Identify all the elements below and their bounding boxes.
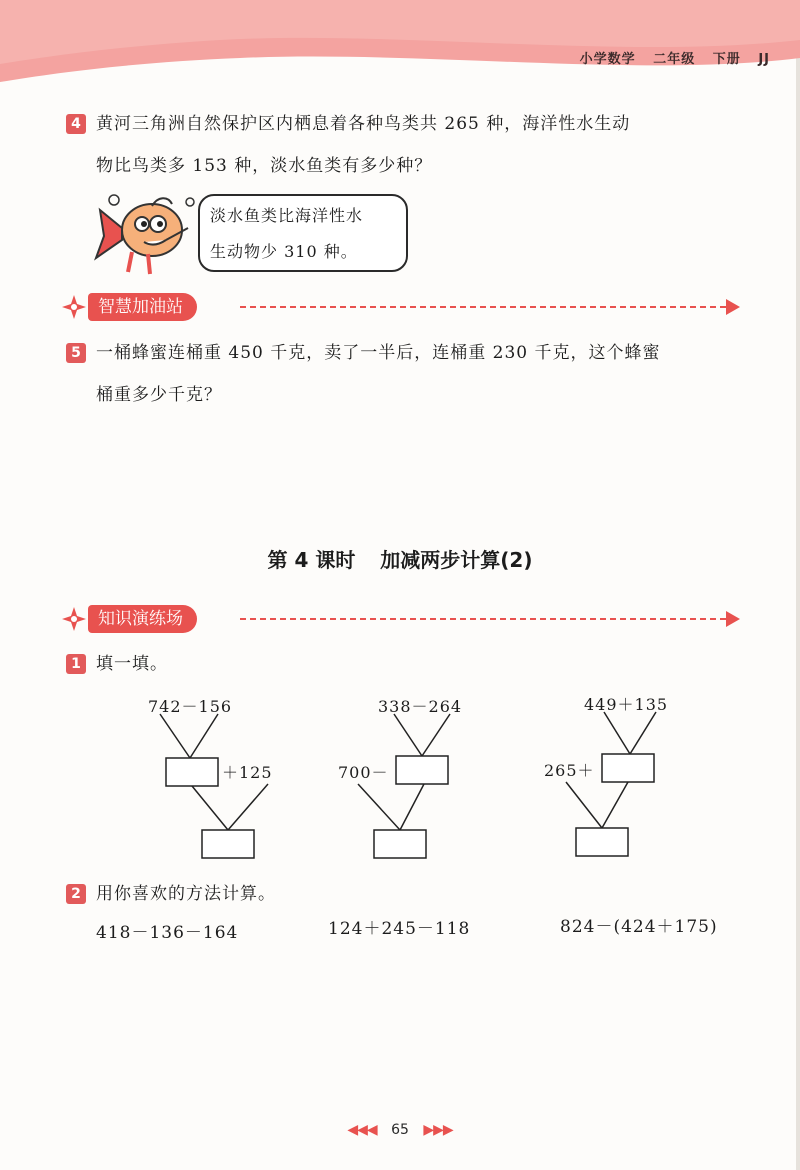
lesson-title <box>0 544 800 573</box>
tree-2-side-expression: 700－ <box>338 763 389 782</box>
tree-3-top-expression: 449＋135 <box>584 695 669 714</box>
question-4-line1: 黄河三角洲自然保护区内栖息着各种鸟类共 265 种，海洋性水生动 <box>96 114 631 134</box>
tree-3-side-expression: 265＋ <box>544 761 595 780</box>
section-divider <box>240 618 726 620</box>
hint-line2: 生动物少 310 种。 <box>210 242 358 261</box>
arrow-right-icon <box>726 611 740 627</box>
arrow-right-icon <box>726 299 740 315</box>
tree-1-side-expression: ＋125 <box>222 763 273 782</box>
header-edition: JJ <box>758 52 770 67</box>
sparkle-icon <box>60 293 88 321</box>
fish-mascot-illustration <box>92 188 202 278</box>
question-5-line1: 一桶蜂蜜连桶重 450 千克，卖了一半后，连桶重 230 千克，这个蜂蜜 <box>96 343 661 363</box>
header-subject: 小学数学 <box>579 52 636 67</box>
tree-2-top-expression: 338－264 <box>378 697 463 716</box>
tree-1-top-expression: 742－156 <box>148 697 233 716</box>
page-footer <box>0 1122 800 1138</box>
calc-problem-1: 418－136－164 <box>96 923 239 943</box>
right-arrows-icon: ▶▶▶ <box>423 1122 453 1138</box>
lesson-name: 加减两步计算(2) <box>380 548 533 572</box>
question-4-number: 4 <box>66 114 86 134</box>
calc-problem-2: 124＋245－118 <box>328 919 471 939</box>
section-title-practice: 知识演练场 <box>88 605 197 633</box>
question-4-line2: 物比鸟类多 153 种，淡水鱼类有多少种？ <box>96 156 433 176</box>
top-banner <box>0 0 800 90</box>
hint-speech-bubble <box>198 194 408 272</box>
question-5-line2: 桶重多少千克？ <box>96 385 222 405</box>
question-5-number: 5 <box>66 343 86 363</box>
exercise-2-number: 2 <box>66 884 86 904</box>
calc-problem-3: 824－(424＋175) <box>560 917 718 937</box>
header-volume: 下册 <box>712 52 741 67</box>
page-number: 65 <box>391 1122 409 1138</box>
sparkle-icon <box>60 605 88 633</box>
section-bar-wisdom <box>60 290 740 324</box>
section-bar-practice <box>60 602 740 636</box>
header-grade: 二年级 <box>653 52 696 67</box>
section-title-wisdom: 智慧加油站 <box>88 293 197 321</box>
exercise-1-instruction: 填一填。 <box>96 654 168 674</box>
page-header <box>568 48 770 67</box>
exercise-1-number: 1 <box>66 654 86 674</box>
exercise-2-instruction: 用你喜欢的方法计算。 <box>96 884 276 904</box>
hint-line1: 淡水鱼类比海洋性水 <box>210 206 364 225</box>
left-arrows-icon: ◀◀◀ <box>347 1122 377 1138</box>
page-edge <box>796 0 800 1170</box>
lesson-label: 第 4 课时 <box>267 548 356 572</box>
section-divider <box>240 306 726 308</box>
